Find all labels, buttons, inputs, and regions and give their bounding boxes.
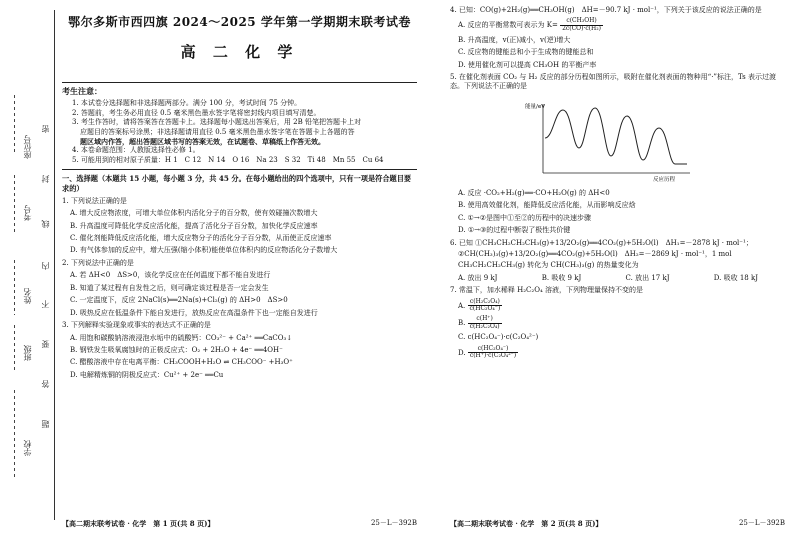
question-5 bbox=[450, 73, 785, 236]
option: A. 放出 9 kJ bbox=[458, 273, 498, 282]
option: A. 用饱和碳酸钠溶液浸泡水垢中的硫酸钙：CO₃²⁻ + Ca²⁺ ══CaCO₃↓ bbox=[70, 333, 293, 342]
option: B. 升高温度可降低化学反应活化能，提高了活化分子百分数，加快化学反应速率 bbox=[70, 221, 318, 230]
option: C. 反应物的键能总和小于生成物的键能总和 bbox=[458, 48, 594, 57]
question-4 bbox=[450, 6, 785, 70]
seal-char: 不 bbox=[41, 300, 50, 308]
notice-heading: 考生注意： bbox=[62, 86, 102, 97]
option-letter: D. bbox=[458, 348, 466, 357]
name-line bbox=[14, 260, 15, 315]
section-heading: 一、选择题（本题共 15 小题，每小题 3 分，共 45 分。在每小题给出的四个选项中，只有一项是符合题目要求的） bbox=[62, 174, 412, 194]
seal-char: 要 bbox=[41, 340, 50, 348]
name-label: 姓名 bbox=[23, 288, 32, 304]
question-stem: 4. 已知：CO(g)+2H₂(g)══CH₃OH(g) ΔH=－90.7 kJ · mol⁻¹，下列关于该反应的说法正确的是 bbox=[450, 6, 762, 14]
y-axis-label: 能量/eV bbox=[525, 103, 545, 110]
exam-number-label: 考号 bbox=[23, 205, 32, 221]
option: D. 使用催化剂可以提高 CH₃OH 的平衡产率 bbox=[458, 60, 597, 69]
seal-char: 题 bbox=[41, 420, 50, 428]
option-text: A. 反应的平衡常数可表示为 K= bbox=[458, 21, 558, 30]
option: C. 催化剂能降低反应活化能，增大反应物分子的活化分子百分数，从而使正反应速率 bbox=[70, 234, 332, 243]
seal-char: 密 bbox=[41, 125, 50, 133]
subject-title: 高 二 化 学 bbox=[180, 43, 299, 62]
option: C. 醋酸溶液中存在电离平衡：CH₃COOH+H₂O ⇌ CH₃COO⁻ +H₃O⁺ bbox=[70, 358, 293, 367]
notice-line: 5. 可能用到的相对原子质量：H 1 C 12 N 14 O 16 Na 23 S 32 Ti 48 Mn 55 Cu 64 bbox=[72, 155, 384, 164]
seal-char: 封 bbox=[41, 175, 50, 183]
notice-line: 4. 本卷命题范围：人教版选择性必修 1。 bbox=[72, 146, 200, 155]
notice-line: 1. 本试卷分选择题和非选择题两部分。满分 100 分，考试时间 75 分钟。 bbox=[72, 99, 302, 108]
option: D. 吸收 18 kJ bbox=[713, 273, 758, 282]
question-stem: 1. 下列说法正确的是 bbox=[62, 196, 127, 205]
exam-notice bbox=[62, 82, 417, 170]
notice-line: 应题目的答案标号涂黑；非选择题请用直径 0.5 毫米黑色墨水签字笔在答题卡上各题的答 bbox=[80, 127, 355, 136]
option: B. 升高温度，v(正)减小，v(逆)增大 bbox=[458, 35, 571, 44]
question-stem: 5. 在催化剂表面 CO₂ 与 H₂ 反应的部分历程如图所示，吸附在催化剂表面的物种用“·”标注，Ts 表示过渡态。下列说法不正确的是 bbox=[450, 72, 776, 91]
energy-profile-svg bbox=[525, 98, 695, 183]
exam-number-line bbox=[14, 175, 15, 235]
option: C. 放出 17 kJ bbox=[625, 273, 670, 282]
option: A. 增大反应物浓度，可增大单位体积内活化分子的百分数，使有效碰撞次数增大 bbox=[70, 209, 318, 218]
seat-number-line bbox=[14, 95, 15, 155]
option bbox=[450, 299, 785, 313]
fraction bbox=[468, 299, 503, 313]
option-text: c(HC₂O₄⁻)·c(C₂O₄²⁻) bbox=[467, 333, 539, 342]
option bbox=[450, 316, 785, 330]
numerator: c(HC₂O₄⁻) bbox=[468, 346, 518, 354]
option: A. 反应 ·CO₂+H₂(g)══·CO+H₂O(g) 的 ΔH<0 bbox=[458, 188, 610, 197]
energy-curve bbox=[545, 108, 687, 164]
question-6 bbox=[450, 239, 785, 284]
seal-char: 线 bbox=[41, 220, 50, 228]
notice-line: 3. 考生作答时，请将答案答在答题卡上。选择题每小题选出答案后，用 2B 铅笔把答题卡上对 bbox=[72, 118, 361, 127]
question-stem: 7. 常温下，加水稀释 H₂C₂O₄ 溶液，下列物理量保持不变的是 bbox=[450, 286, 643, 295]
option: C. ①→②是图中①至②的历程中的决速步骤 bbox=[458, 213, 591, 222]
option bbox=[450, 346, 785, 360]
question-3 bbox=[62, 321, 417, 380]
option: D. 电解精炼铜的阴极反应式：Cu²⁺ + 2e⁻ ══Cu bbox=[70, 370, 224, 379]
page-2 bbox=[450, 0, 785, 536]
footer-title: 【高二期末联考试卷 · 化学 第 1 页(共 8 页)】 bbox=[62, 518, 215, 528]
option: D. ①→③的过程中断裂了极性共价键 bbox=[458, 226, 571, 235]
option-letter: C. bbox=[458, 333, 466, 342]
question-stem: 6. 已知 ①CH₃CH₂CH₂CH₃(g)+13/2O₂(g)══4CO₂(g)+5H₂O(l) ΔH₁=－2878 kJ · mol⁻¹； bbox=[450, 238, 753, 247]
question-7 bbox=[450, 286, 785, 359]
fraction bbox=[468, 346, 518, 360]
page-1 bbox=[62, 0, 417, 536]
option: B. 钢铁发生吸氧腐蚀时的正极反应式：O₂ + 2H₂O + 4e⁻ ══4OH⁻ bbox=[70, 345, 283, 354]
notice-line: 2. 答题前，考生务必用直径 0.5 毫米黑色墨水签字笔将密封线内项目填写清楚。 bbox=[72, 108, 321, 117]
exam-title: 鄂尔多斯市西四旗 2024～2025 学年第一学期期末联考试卷 bbox=[68, 15, 411, 29]
option: A. 若 ΔH<0 ΔS>0，该化学反应在任何温度下都不能自发进行 bbox=[70, 271, 271, 280]
option: B. 知道了某过程有自发性之后，则可确定该过程是否一定会发生 bbox=[70, 283, 269, 292]
question-stem: CH₃CH₂CH₂CH₃(g) 转化为 CH(CH₃)₃(g) 的热量变化为 bbox=[458, 261, 639, 270]
class-label: 班级 bbox=[23, 345, 32, 361]
fraction bbox=[468, 316, 502, 330]
question-2 bbox=[62, 259, 417, 318]
denominator: c(H⁺)·c(C₂O₄²⁻) bbox=[469, 352, 517, 360]
numerator: c(CH₃OH) bbox=[560, 18, 603, 26]
notice-line: 题区域内作答，超出答题区域书写的答案无效，在试题卷、草稿纸上作答无效。 bbox=[80, 136, 325, 146]
school-label: 学校 bbox=[23, 440, 32, 456]
class-line bbox=[14, 325, 15, 370]
option-row bbox=[450, 274, 758, 283]
question-1 bbox=[62, 197, 417, 256]
seal-char: 答 bbox=[41, 380, 50, 388]
denominator: 2c(CO)·c(H₂) bbox=[562, 25, 602, 33]
denominator: c(H₂C₂O₄) bbox=[469, 322, 500, 330]
school-line bbox=[14, 390, 15, 480]
denominator: c(HC₂O₄⁻) bbox=[469, 305, 501, 313]
footer-code: 25－L－392B bbox=[738, 518, 785, 527]
option bbox=[450, 333, 785, 342]
option bbox=[450, 18, 785, 32]
fraction bbox=[560, 18, 603, 32]
page-footer bbox=[450, 519, 785, 528]
option: C. 一定温度下，反应 2NaCl(s)══2Na(s)+Cl₂(g) 的 ΔH>0 ΔS>0 bbox=[70, 296, 288, 305]
question-stem: ②CH(CH₃)₃(g)+13/2O₂(g)══4CO₂(g)+5H₂O(l) ΔH₂=－2869 kJ · mol⁻¹，1 mol bbox=[458, 250, 732, 258]
numerator: c(H⁺) bbox=[468, 316, 502, 324]
option: B. 使用高效催化剂，能降低反应活化能，从而影响反应焓 bbox=[458, 201, 636, 210]
seal-char: 内 bbox=[41, 262, 50, 270]
footer-title: 【高二期末联考试卷 · 化学 第 2 页(共 8 页)】 bbox=[450, 518, 603, 528]
option: D. 吸热反应在低温条件下能自发进行，放热反应在高温条件下也一定能自发进行 bbox=[70, 308, 318, 317]
page-footer bbox=[62, 519, 417, 528]
energy-profile-diagram bbox=[525, 98, 695, 183]
numerator: c(H₂C₂O₄) bbox=[468, 299, 503, 307]
x-axis-label: 反应历程 bbox=[653, 176, 676, 183]
question-stem: 3. 下列解释实验现象或事实的表达式不正确的是 bbox=[62, 321, 211, 330]
seat-number-label: 座位号 bbox=[23, 135, 32, 159]
footer-code: 25－L－392B bbox=[370, 518, 417, 527]
seal-line bbox=[54, 10, 55, 520]
option-letter: B. bbox=[458, 319, 466, 328]
option-letter: A. bbox=[458, 301, 466, 310]
option: D. 有气体参加的反应中，增大压强(缩小体积)能使单位体积内的反应物活化分子数增大 bbox=[70, 246, 338, 255]
option: B. 吸收 9 kJ bbox=[541, 273, 582, 282]
binding-margin bbox=[0, 0, 58, 536]
question-stem: 2. 下列说法中正确的是 bbox=[62, 258, 134, 267]
